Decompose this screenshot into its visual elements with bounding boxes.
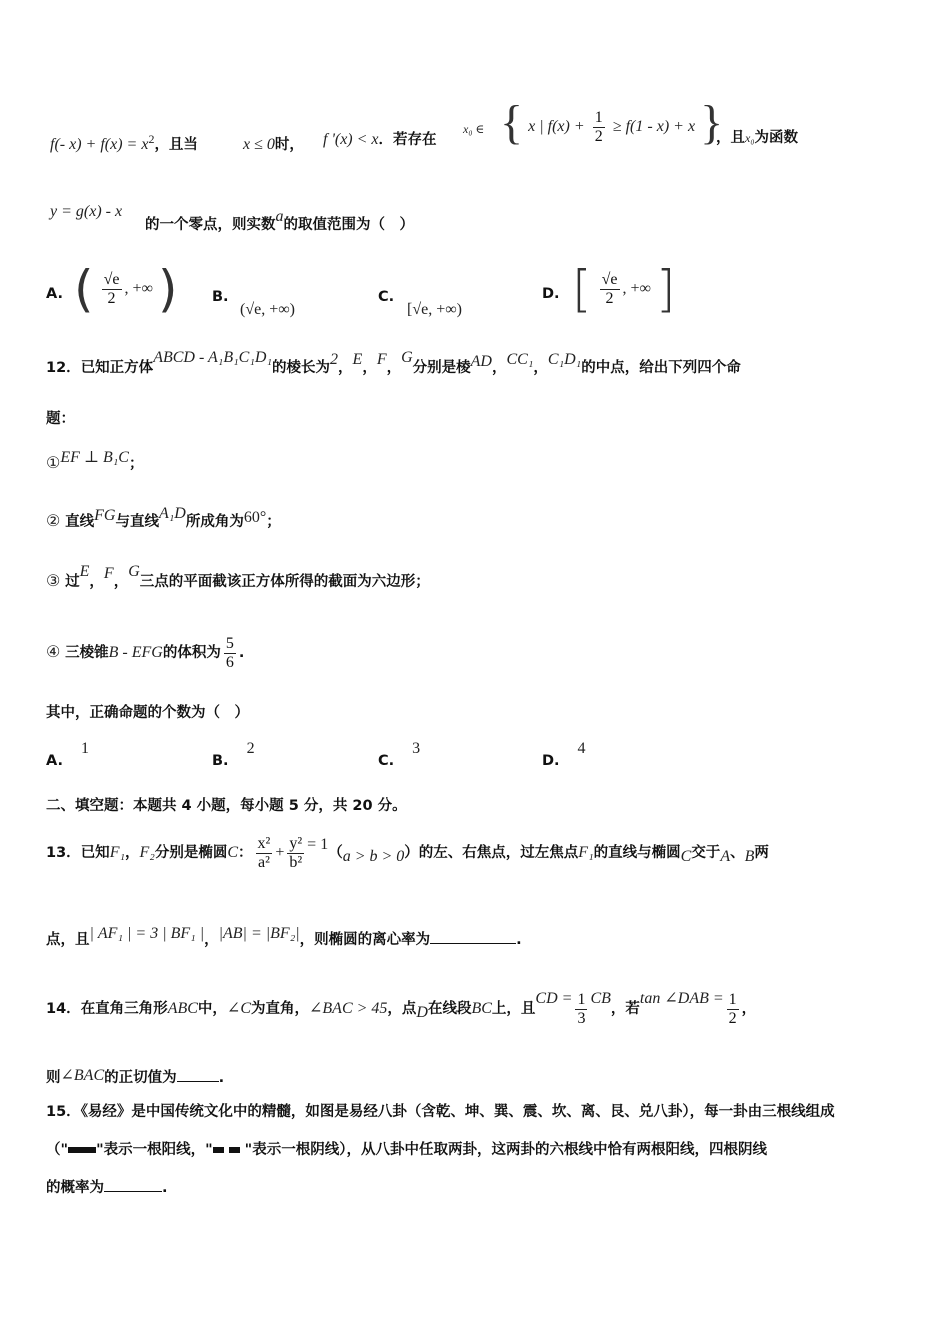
- q11-set-left: x | f(x) +: [528, 118, 585, 135]
- q15-line3: 的概率为 .: [46, 1176, 168, 1199]
- left-brace: {: [500, 96, 524, 149]
- q12-option-c[interactable]: C.3: [378, 740, 421, 769]
- q12-option-b[interactable]: B.2: [212, 740, 255, 769]
- q12-volume-fraction: $\frac{5}{6}$: [225, 634, 234, 671]
- q13-answer-blank[interactable]: [430, 929, 516, 944]
- option-d-fraction: $\frac{√e}{2}$: [601, 270, 618, 307]
- q15-line1: 15．《易经》是中国传统文化中的精髓，如图是易经八卦（含乾、坤、巽、震、坎、离、艮、兑八卦），每一卦由三根线组成: [46, 1104, 835, 1120]
- section-heading: 二、填空题：本题共 4 小题，每小题 5 分，共 20 分。: [46, 798, 407, 814]
- q11-param-a: a: [275, 208, 284, 225]
- option-b-interval: (√e, +∞): [240, 301, 295, 318]
- q12-number: 12．: [46, 360, 81, 376]
- q12-statement-3: ③ 过E，F，G三点的平面截该正方体所得的截面为六边形；: [46, 563, 430, 590]
- q12-stem: 12．已知正方体ABCD - A₁B₁C₁D₁的棱长为2，E，F，G分别是棱AD，CC₁，C₁D₁的中点，给出下列四个命: [46, 349, 741, 376]
- right-bracket: ]: [656, 260, 676, 318]
- q14-fraction-one-half: $\frac{1}{2}$: [728, 990, 737, 1027]
- q11-option-c[interactable]: C.: [378, 289, 395, 305]
- q12-options: [46, 738, 666, 772]
- q11-formula-f-sum: f(- x) + f(x) = x: [50, 136, 149, 153]
- q11-half: $\frac{1}{2}$: [594, 108, 603, 145]
- q11-exponent: 2: [148, 132, 155, 146]
- q14-number: 14．: [46, 1001, 81, 1017]
- q12-statement-2: ② 直线FG与直线A₁D所成角为60°；: [46, 505, 281, 530]
- right-brace: }: [700, 96, 724, 149]
- right-paren: ): [158, 260, 178, 318]
- q14-answer-blank[interactable]: [177, 1067, 219, 1082]
- q11-line1: f(- $x) + f(x) = x^2$，且当: [50, 132, 198, 153]
- q14-stem: 14．在直角三角形ABC中，∠C为直角，∠BAC > 45，点D在线段BC上，且CD = $\frac{1}{3}$ CB，若tan ∠DAB = $\frac{1}{2}$ ，: [46, 990, 757, 1027]
- yang-line-icon: [68, 1147, 96, 1153]
- q11-x0-in: x₀ ∈: [463, 122, 485, 136]
- q14-fraction-one-third: $\frac{1}{3}$: [577, 990, 586, 1027]
- option-a-fraction: $\frac{√e}{2}$: [103, 270, 120, 307]
- q11-set-right: ≥ f(1 - x) + x: [612, 118, 696, 135]
- q15-number: 15．: [46, 1104, 81, 1120]
- q11-option-b[interactable]: B.: [212, 289, 229, 305]
- ellipse-y-term: $\frac{\text{y²}}{\text{b²}}$: [289, 834, 303, 871]
- q11-derivative-condition: f '(x) < x: [323, 131, 379, 148]
- q13-number: 13．: [46, 845, 81, 861]
- option-c-interval: [√e, +∞): [407, 301, 462, 318]
- q12-option-a[interactable]: A.1: [46, 740, 89, 769]
- left-bracket: [: [572, 260, 592, 318]
- q14-line2: 则∠BAC的正切值为 .: [46, 1067, 225, 1086]
- left-paren: (: [74, 260, 94, 318]
- q12-statement-1: ①EF ⊥ B₁C；: [46, 449, 144, 472]
- q12-wrap: 题：: [46, 411, 75, 427]
- yin-line-icon-left: [213, 1147, 224, 1153]
- q11-set: [500, 96, 724, 150]
- q11-line2: 的一个零点，则实数a的取值范围为（ ）: [145, 208, 414, 233]
- q13-line2: 点，且| AF₁ | = 3 | BF₁ |，|AB| = |BF₂|，则椭圆的离心率为 .: [46, 925, 522, 948]
- q12-question: 其中，正确命题的个数为（ ）: [46, 705, 249, 721]
- q15-answer-blank[interactable]: [104, 1177, 162, 1192]
- q12-statement-4: ④ 三棱锥B - EFG的体积为 $\frac{5}{6}$ .: [46, 634, 245, 671]
- yin-line-icon-right: [229, 1147, 240, 1153]
- q11-x0: x₀: [745, 131, 755, 145]
- q15-line2: （" "表示一根阳线，" "表示一根阴线），从八卦中任取两卦，这两卦的六根线中恰有两根阳线，四根阴线: [46, 1142, 767, 1158]
- ellipse-x-term: $\frac{\text{x²}}{\text{a²}}$: [257, 834, 271, 871]
- q11-condition-x: x ≤ 0: [243, 136, 275, 153]
- q12-option-d[interactable]: D.4: [542, 740, 586, 769]
- q11-line2-formula: y = g(x) - x: [50, 203, 123, 220]
- q13-stem: 13．已知F₁，F₂分别是椭圆C： $\frac{\text{x²}}{\text{a²}}$ + $\frac{\text{y²}}{\text{b²}}$ = 1（a > b > 0）的左、右焦点，过左焦点F₁的直线与椭圆C交于A、B两: [46, 834, 769, 871]
